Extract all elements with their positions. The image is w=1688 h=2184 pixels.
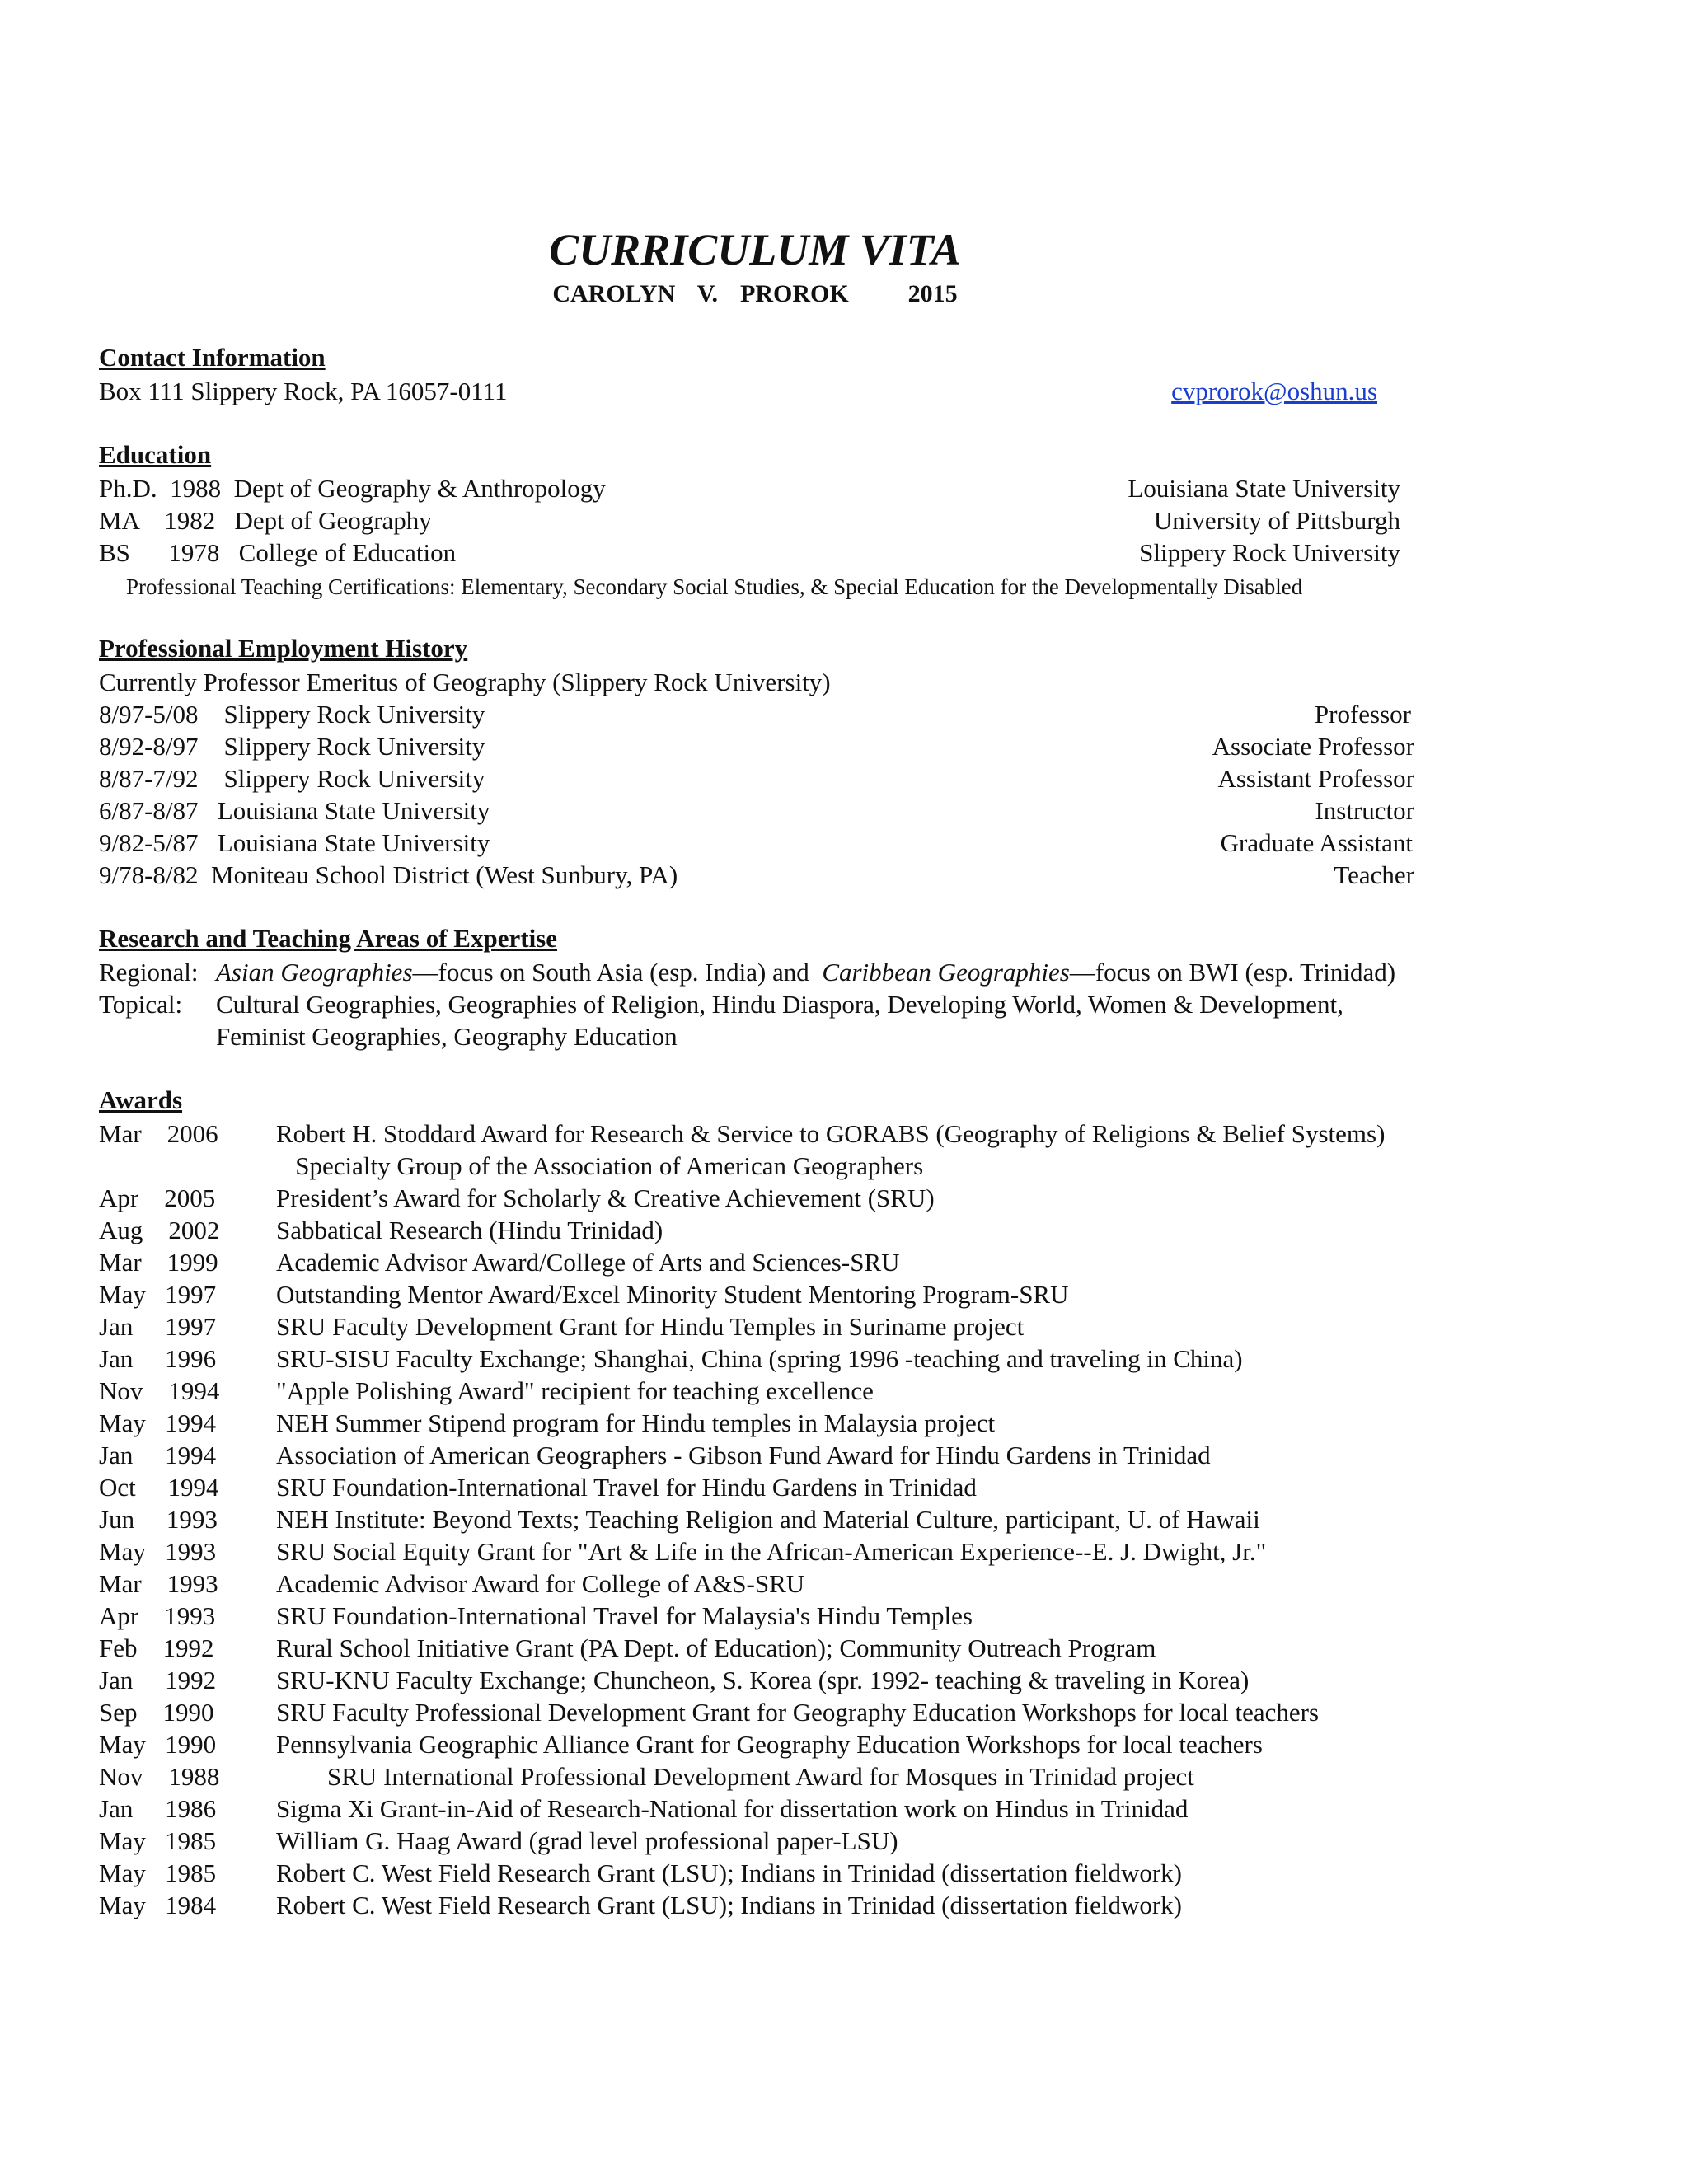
award-date: Oct 1994 (99, 1473, 219, 1502)
award-text: President’s Award for Scholarly & Creative Achievement (SRU) (276, 1183, 935, 1212)
education-institution-2: University of Pittsburgh (1153, 506, 1400, 535)
award-date: Jun 1993 (99, 1505, 218, 1534)
contact-heading: Contact Information (99, 343, 326, 372)
award-date: May 1985 (99, 1858, 217, 1887)
author-name: CAROLYN V. PROROK (552, 280, 849, 307)
regional-label: Regional: (99, 958, 199, 987)
education-degree-1: Ph.D. 1988 Dept of Geography & Anthropology (99, 474, 606, 503)
employment-entry-3: 8/87-7/92 Slippery Rock University (99, 764, 485, 793)
employment-current: Currently Professor Emeritus of Geography (Slippery Rock University) (99, 668, 831, 696)
award-text: Robert H. Stoddard Award for Research & Service to GORABS (Geography of Religions & Belief Systems) (276, 1119, 1386, 1148)
award-date: Jan 1997 (99, 1312, 217, 1341)
education-degree-2: MA 1982 Dept of Geography (99, 506, 432, 535)
award-date: Nov 1988 (99, 1762, 220, 1791)
award-text: Sigma Xi Grant-in-Aid of Research-National for dissertation work on Hindus in Trinidad (276, 1794, 1189, 1823)
award-text: SRU Social Equity Grant for "Art & Life in the African-American Experience--E. J. Dwight, Jr." (276, 1537, 1267, 1566)
award-date: Jan 1992 (99, 1666, 217, 1694)
award-text: Outstanding Mentor Award/Excel Minority Student Mentoring Program-SRU (276, 1280, 1069, 1309)
employment-title-5: Graduate Assistant (1220, 828, 1413, 857)
award-text: SRU International Professional Development Award for Mosques in Trinidad project (276, 1762, 1194, 1791)
education-institution-1: Louisiana State University (1128, 474, 1400, 503)
award-text: NEH Summer Stipend program for Hindu temples in Malaysia project (276, 1408, 996, 1437)
employment-entry-2: 8/92-8/97 Slippery Rock University (99, 732, 485, 761)
award-text: NEH Institute: Beyond Texts; Teaching Religion and Material Culture, participant, U. of Hawaii (276, 1505, 1260, 1534)
award-date: May 1985 (99, 1826, 217, 1855)
employment-entry-1: 8/97-5/08 Slippery Rock University (99, 700, 485, 729)
award-date: May 1993 (99, 1537, 217, 1566)
employment-entry-4: 6/87-8/87 Louisiana State University (99, 796, 490, 825)
award-text: Robert C. West Field Research Grant (LSU); Indians in Trinidad (dissertation fieldwork) (276, 1858, 1182, 1887)
awards-heading: Awards (99, 1085, 183, 1114)
teaching-certifications: Professional Teaching Certifications: Elementary, Secondary Social Studies, & Special Education for the Developmentally Disabled (126, 574, 1303, 599)
award-text: Association of American Geographers - Gibson Fund Award for Hindu Gardens in Trinidad (276, 1441, 1211, 1469)
award-text: Specialty Group of the Association of American Geographers (276, 1151, 924, 1180)
award-text: Academic Advisor Award/College of Arts and Sciences-SRU (276, 1248, 900, 1277)
employment-title-3: Assistant Professor (1217, 764, 1414, 793)
award-date: Feb 1992 (99, 1633, 214, 1662)
award-text: SRU Foundation-International Travel for Malaysia's Hindu Temples (276, 1601, 973, 1630)
document-title: CURRICULUM VITA (549, 225, 961, 274)
award-text: SRU Faculty Development Grant for Hindu Temples in Suriname project (276, 1312, 1025, 1341)
award-date: Sep 1990 (99, 1698, 214, 1727)
award-text: Rural School Initiative Grant (PA Dept. of Education); Community Outreach Program (276, 1633, 1156, 1662)
employment-title-6: Teacher (1334, 860, 1414, 889)
regional-value (216, 956, 1395, 989)
employment-title-4: Instructor (1315, 796, 1414, 825)
document-subtitle (0, 280, 1510, 308)
employment-title-1: Professor (1314, 700, 1411, 729)
award-text: SRU-SISU Faculty Exchange; Shanghai, China (spring 1996 -teaching and traveling in China) (276, 1344, 1243, 1373)
employment-heading: Professional Employment History (99, 634, 468, 663)
contact-address: Box 111 Slippery Rock, PA 16057-0111 (99, 377, 508, 405)
award-text: Robert C. West Field Research Grant (LSU); Indians in Trinidad (dissertation fieldwork) (276, 1891, 1182, 1919)
award-text: Sabbatical Research (Hindu Trinidad) (276, 1216, 663, 1244)
award-text: SRU Foundation-International Travel for Hindu Gardens in Trinidad (276, 1473, 977, 1502)
award-date: Apr 2005 (99, 1183, 216, 1212)
expertise-heading: Research and Teaching Areas of Expertise (99, 924, 558, 953)
award-date: Jan 1996 (99, 1344, 217, 1373)
employment-entry-5: 9/82-5/87 Louisiana State University (99, 828, 490, 857)
award-text: Pennsylvania Geographic Alliance Grant for Geography Education Workshops for local teachers (276, 1730, 1263, 1759)
award-date: Apr 1993 (99, 1601, 216, 1630)
regional-caribbean: Caribbean Geographies (822, 958, 1070, 987)
award-date: Mar 2006 (99, 1119, 218, 1148)
award-date: Jan 1994 (99, 1441, 217, 1469)
award-date: May 1994 (99, 1408, 217, 1437)
document-year: 2015 (907, 280, 958, 307)
award-date: May 1990 (99, 1730, 217, 1759)
email-link[interactable]: cvprorok@oshun.us (1171, 377, 1377, 405)
award-date: Mar 1999 (99, 1248, 218, 1277)
award-text: "Apple Polishing Award" recipient for teaching excellence (276, 1376, 874, 1405)
regional-caribbean-focus: —focus on BWI (esp. Trinidad) (1069, 958, 1396, 987)
employment-entry-6: 9/78-8/82 Moniteau School District (West Sunbury, PA) (99, 860, 678, 889)
award-text: William G. Haag Award (grad level professional paper-LSU) (276, 1826, 898, 1855)
award-text: SRU-KNU Faculty Exchange; Chuncheon, S. Korea (spr. 1992- teaching & traveling in Korea) (276, 1666, 1250, 1694)
regional-asian: Asian Geographies (216, 958, 413, 987)
education-heading: Education (99, 440, 212, 469)
topical-line-2: Feminist Geographies, Geography Education (216, 1022, 678, 1051)
award-text: Academic Advisor Award for College of A&S-SRU (276, 1569, 805, 1598)
contact-email[interactable] (1171, 375, 1377, 408)
regional-asian-focus: —focus on South Asia (esp. India) and (412, 958, 809, 987)
award-date: May 1984 (99, 1891, 217, 1919)
education-institution-3: Slippery Rock University (1139, 538, 1400, 567)
employment-title-2: Associate Professor (1212, 732, 1414, 761)
award-date: May 1997 (99, 1280, 217, 1309)
topical-line-1: Cultural Geographies, Geographies of Religion, Hindu Diaspora, Developing World, Women & Development, (216, 990, 1343, 1019)
award-date: Aug 2002 (99, 1216, 220, 1244)
award-date: Nov 1994 (99, 1376, 220, 1405)
topical-label: Topical: (99, 990, 183, 1019)
education-degree-3: BS 1978 College of Education (99, 538, 457, 567)
award-date: Jan 1986 (99, 1794, 217, 1823)
award-date: Mar 1993 (99, 1569, 218, 1598)
award-text: SRU Faculty Professional Development Grant for Geography Education Workshops for local teachers (276, 1698, 1320, 1727)
